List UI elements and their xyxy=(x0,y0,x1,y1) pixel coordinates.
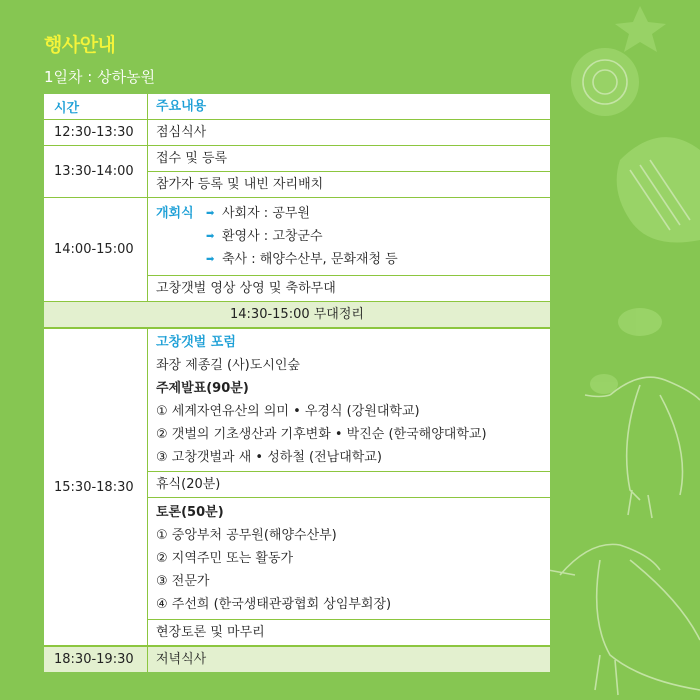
debate-item: ④ 주선희 (한국생태관광협회 상임부회장) xyxy=(156,597,392,612)
row-time: 13:30-14:00 xyxy=(44,146,148,197)
row-time: 12:30-13:30 xyxy=(44,120,148,145)
col-content-header: 주요내용 xyxy=(156,99,207,114)
table-row xyxy=(44,120,550,146)
table-row xyxy=(44,146,550,198)
row-time: 14:00-15:00 xyxy=(44,198,148,301)
debate-item: ② 지역주민 또는 활동가 xyxy=(156,551,294,566)
page-subtitle: 1일차 : 상하농원 xyxy=(44,68,156,86)
debate-title: 토론(50분) xyxy=(156,505,224,520)
row-time: 15:30-18:30 xyxy=(44,329,148,645)
table-row xyxy=(44,302,550,328)
col-time-header: 시간 xyxy=(44,94,148,119)
stage-setup-row: 14:30-15:00 무대정리 xyxy=(230,307,364,322)
bird-icon xyxy=(548,544,700,695)
keynote-item: ② 갯벌의 기초생산과 기후변화 • 박진순 (한국해양대학교) xyxy=(156,427,487,442)
debate-item: ③ 전문가 xyxy=(156,574,210,589)
row-content: 고창갯벌 영상 상영 및 축하무대 xyxy=(156,281,336,296)
keynote-item: ① 세계자연유산의 의미 • 우경식 (강원대학교) xyxy=(156,404,420,419)
forum-title: 고창갯벌 포럼 xyxy=(156,335,236,350)
closing-cell: 현장토론 및 마무리 xyxy=(156,625,265,640)
forum-chair: 좌장 제종길 (사)도시인숲 xyxy=(156,358,300,373)
table-row xyxy=(44,198,550,302)
row-content: 참가자 등록 및 내빈 자리배치 xyxy=(156,177,324,192)
arrow-icon: ➡ xyxy=(206,208,215,219)
row-content: 저녁식사 xyxy=(148,647,550,672)
row-content: 접수 및 등록 xyxy=(148,146,550,172)
opening-item: 사회자 : 공무원 xyxy=(222,206,310,221)
page-title: 행사안내 xyxy=(44,34,116,56)
opening-ceremony-cell xyxy=(148,198,550,276)
bird-icon xyxy=(585,377,700,518)
table-header xyxy=(44,94,550,120)
opening-item: 환영사 : 고창군수 xyxy=(222,229,323,244)
keynote-item: ③ 고창갯벌과 새 • 성하철 (전남대학교) xyxy=(156,450,382,465)
seashell-icon xyxy=(617,137,700,242)
table-row xyxy=(44,646,550,672)
break-cell: 휴식(20분) xyxy=(148,472,550,498)
starfish-icon xyxy=(615,6,666,52)
debate-cell xyxy=(148,498,550,620)
table-row xyxy=(44,328,550,646)
opening-item: 축사 : 해양수산부, 문화재청 등 xyxy=(222,252,398,267)
debate-item: ① 중앙부처 공무원(해양수산부) xyxy=(156,528,337,543)
schedule-table xyxy=(44,94,550,672)
keynote-title: 주제발표(90분) xyxy=(156,381,249,396)
seashell-icon xyxy=(571,48,639,116)
forum-cell xyxy=(148,329,550,472)
row-content: 점심식사 xyxy=(156,125,207,140)
opening-ceremony-label: 개회식 xyxy=(156,206,194,221)
arrow-icon: ➡ xyxy=(206,254,215,265)
arrow-icon: ➡ xyxy=(206,231,215,242)
row-time: 18:30-19:30 xyxy=(44,647,148,672)
